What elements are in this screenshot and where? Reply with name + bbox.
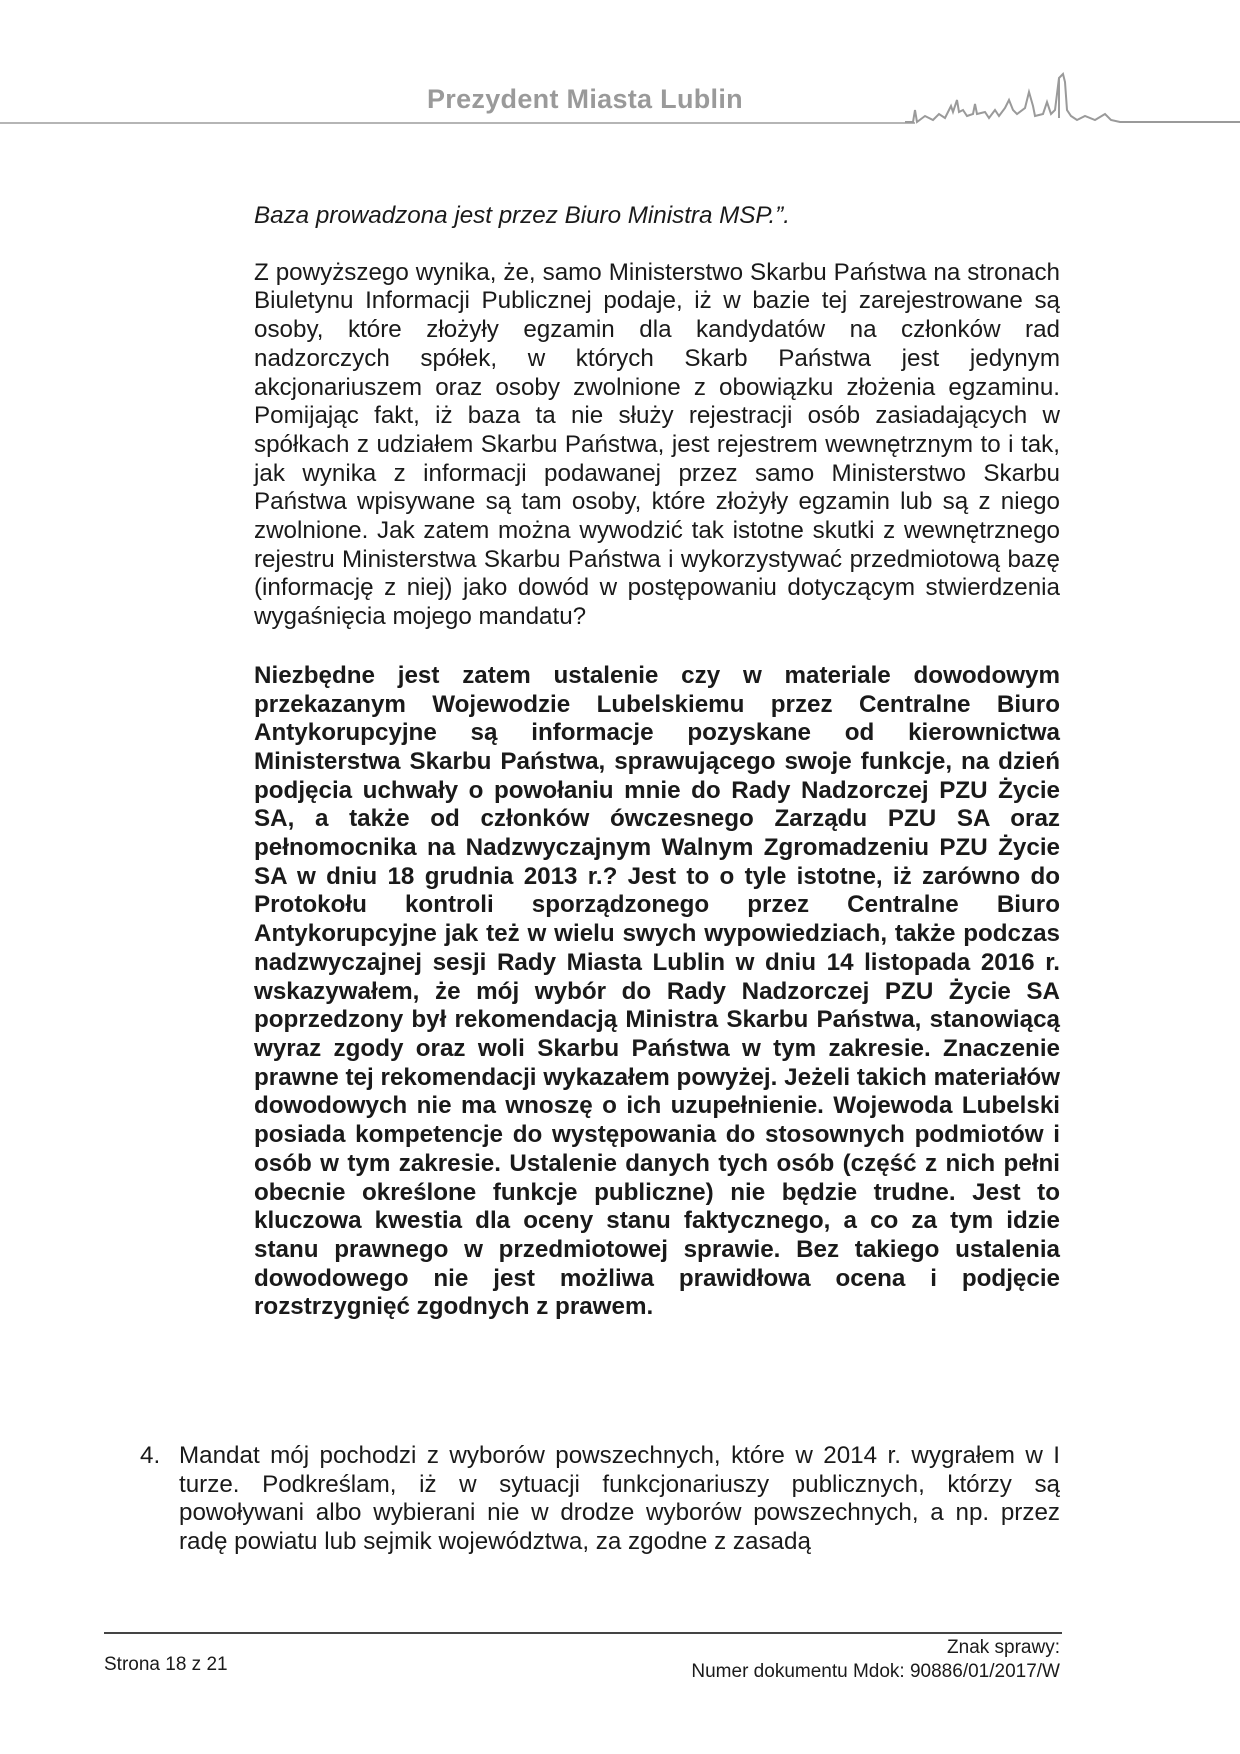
paragraph-bold: Niezbędne jest zatem ustalenie czy w materiale dowodowym przekazanym Wojewodzie Lubelskiemu przez Centralne Biuro Antykorupcyjne są informacje pozyskane od kierownictwa Ministerstwa Skarbu Państwa, sprawującego swoje funkcje, na dzień podjęcia uchwały o powołaniu mnie do Rady Nadzorczej PZU Życie SA, a także od członków ówczesnego Zarządu PZU SA oraz pełnomocnika na Nadzwyczajnym Walnym Zgromadzeniu PZU Życie SA w dniu 18 grudnia 2013 r.? Jest to o tyle istotne, iż zarówno do Protokołu kontroli sporządzonego przez Centralne Biuro Antykorupcyjne jak też w wielu swych wypowiedziach, także podczas nadzwyczajnej sesji Rady Miasta Lublin w dniu 14 listopada 2016 r. wskazywałem, że mój wybór do Rady Nadzorczej PZU Życie SA poprzedzony był rekomendacją Ministra Skarbu Państwa, stanowiącą wyraz zgody oraz woli Skarbu Państwa w tym zakresie. Znaczenie prawne tej rekomendacji wykazałem powyżej. Jeżeli takich materiałów dowodowych nie ma wnoszę o ich uzupełnienie. Wojewoda Lubelski posiada kompetencje do występowania do stosownych podmiotów i osób w tym zakresie. Ustalenie danych tych osób (część z nich pełni obecnie określone funkcje publiczne) nie będzie trudne. Jest to kluczowa kwestia dla oceny stanu faktycznego, a co za tym idzie stanu prawnego w przedmiotowej sprawie. Bez takiego ustalenia dowodowego nie jest możliwa prawidłowa ocena i podjęcie rozstrzygnięć zgodnych z prawem. [254, 661, 1060, 1321]
list-item [140, 1442, 1060, 1557]
document-info [691, 1636, 1060, 1684]
footer-rule [104, 1632, 1062, 1634]
header-title: Prezydent Miasta Lublin [427, 84, 743, 114]
page-header [0, 60, 1240, 140]
city-skyline-logo [905, 70, 1240, 140]
list-item-text: Mandat mój pochodzi z wyborów powszechnych, które w 2014 r. wygrałem w I turze. Podkreślam, iż w sytuacji funkcjonariuszy publicznych, którzy są powoływani albo wybierani nie w drodze wyborów powszechnych, a np. przez radę powiatu lub sejmik województwa, za zgodne z zasadą [179, 1442, 1060, 1556]
header-rule [0, 122, 915, 124]
page-number: Strona 18 z 21 [104, 1654, 228, 1675]
list-item-number: 4. [140, 1442, 161, 1469]
quote-end: Baza prowadzona jest przez Biuro Ministra MSP.”. [254, 202, 790, 229]
document-body [254, 202, 1060, 1322]
case-sign: Znak sprawy: [947, 1637, 1060, 1658]
paragraph: Z powyższego wynika, że, samo Ministerstwo Skarbu Państwa na stronach Biuletynu Informacji Publicznej podaje, iż w bazie tej zarejestrowane są osoby, które złożyły egzamin dla kandydatów na członków rad nadzorczych spółek, w których Skarb Państwa jest jedynym akcjonariuszem oraz osoby zwolnione z obowiązku złożenia egzaminu. Pomijając fakt, iż baza ta nie służy rejestracji osób zasiadających w spółkach z udziałem Skarbu Państwa, jest rejestrem wewnętrznym to i tak, jak wynika z informacji podawanej przez samo Ministerstwo Skarbu Państwa wpisywane są tam osoby, które złożyły egzamin lub są z niego zwolnione. Jak zatem można wywodzić tak istotne skutki z wewnętrznego rejestru Ministerstwa Skarbu Państwa i wykorzystywać przedmiotową bazę (informację z niej) jako dowód w postępowaniu dotyczącym stwierdzenia wygaśnięcia mojego mandatu? [254, 258, 1060, 631]
document-number: Numer dokumentu Mdok: 90886/01/2017/W [691, 1661, 1060, 1682]
